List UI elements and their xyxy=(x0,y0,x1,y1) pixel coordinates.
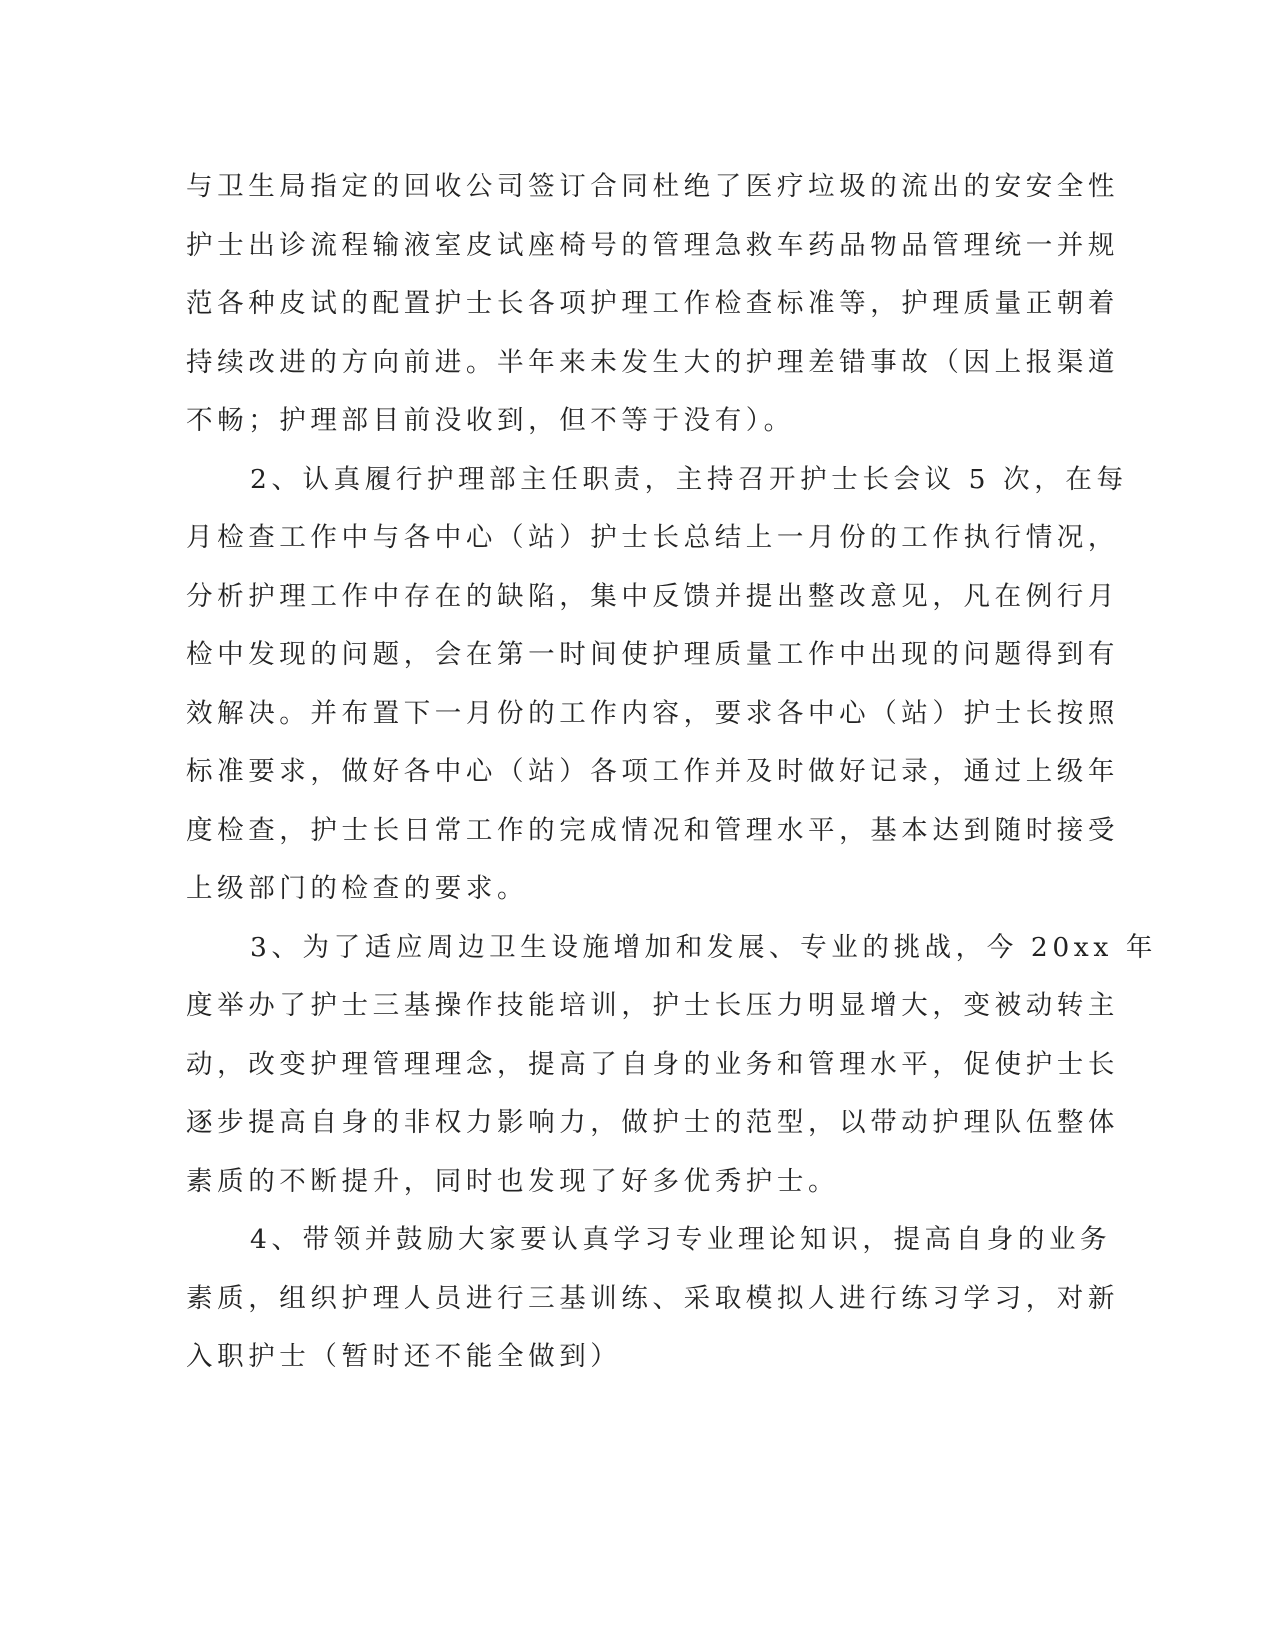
text-line: 分析护理工作中存在的缺陷，集中反馈并提出整改意见，凡在例行月 xyxy=(186,580,1119,612)
text-line: 范各种皮试的配置护士长各项护理工作检查标准等，护理质量正朝着 xyxy=(186,288,1119,319)
text-line: 素质，组织护理人员进行三基训练、采取模拟人进行练习学习，对新 xyxy=(186,1282,1119,1314)
text-line: 效解决。并布置下一月份的工作内容，要求各中心（站）护士长按照 xyxy=(186,697,1119,729)
paragraph-start-line: 3、为了适应周边卫生设施增加和发展、专业的挑战，今 20xx 年 xyxy=(250,931,1158,963)
text-line: 持续改进的方向前进。半年来未发生大的护理差错事故（因上报渠道 xyxy=(186,346,1119,378)
text-line: 入职护士（暂时还不能全做到） xyxy=(186,1341,622,1372)
paragraph-start-line: 2、认真履行护理部主任职责，主持召开护士长会议 5 次，在每 xyxy=(250,463,1128,495)
text-line: 标准要求，做好各中心（站）各项工作并及时做好记录，通过上级年 xyxy=(186,756,1119,787)
text-line: 上级部门的检查的要求。 xyxy=(186,873,529,904)
document-body xyxy=(186,158,1158,1387)
text-line: 度检查，护士长日常工作的完成情况和管理水平，基本达到随时接受 xyxy=(186,814,1119,846)
text-line: 动，改变护理管理理念，提高了自身的业务和管理水平，促使护士长 xyxy=(186,1048,1119,1080)
text-line: 与卫生局指定的回收公司签订合同杜绝了医疗垃圾的流出的安安全性 xyxy=(186,171,1119,202)
text-line: 素质的不断提升，同时也发现了好多优秀护士。 xyxy=(186,1165,840,1197)
text-line: 月检查工作中与各中心（站）护士长总结上一月份的工作执行情况， xyxy=(186,522,1119,553)
text-line: 护士出诊流程输液室皮试座椅号的管理急救车药品物品管理统一并规 xyxy=(186,229,1119,261)
paragraph-start-line: 4、带领并鼓励大家要认真学习专业理论知识，提高自身的业务 xyxy=(250,1224,1112,1255)
text-line: 逐步提高自身的非权力影响力，做护士的范型，以带动护理队伍整体 xyxy=(186,1107,1119,1138)
text-line: 检中发现的问题，会在第一时间使护理质量工作中出现的问题得到有 xyxy=(186,639,1119,670)
text-line: 不畅；护理部目前没收到，但不等于没有）。 xyxy=(186,405,795,436)
text-line: 度举办了护士三基操作技能培训，护士长压力明显增大，变被动转主 xyxy=(186,990,1119,1021)
